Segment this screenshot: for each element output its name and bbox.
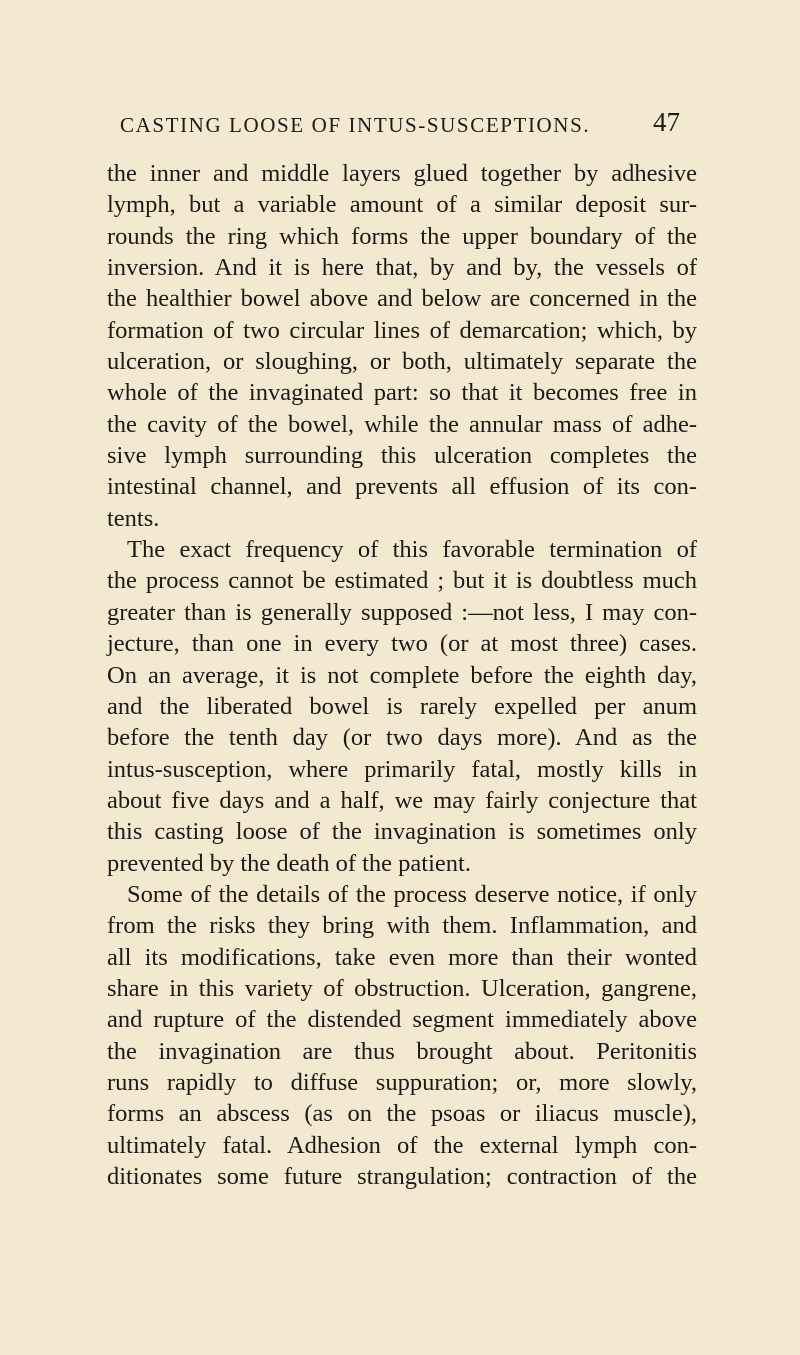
- text-line: share in this variety of obstruction. Ulceration, gangrene,: [107, 974, 697, 1002]
- text-line: forms an abscess (as on the psoas or iliacus muscle),: [107, 1100, 697, 1128]
- paragraph-start-line: Some of the details of the process deserve notice, if only: [127, 880, 697, 908]
- text-line: On an average, it is not complete before the eighth day,: [107, 661, 697, 689]
- text-line: whole of the invaginated part: so that it becomes free in: [107, 379, 697, 407]
- text-line: lymph, but a variable amount of a similar deposit sur-: [107, 191, 697, 219]
- text-line: the healthier bowel above and below are concerned in the: [107, 285, 697, 313]
- text-line: intestinal channel, and prevents all effusion of its con-: [107, 473, 697, 501]
- text-line: prevented by the death of the patient.: [107, 849, 471, 877]
- text-line: the inner and middle layers glued together by adhesive: [107, 160, 697, 187]
- text-line: greater than is generally supposed :—not less, I may con-: [107, 598, 697, 626]
- text-line: and the liberated bowel is rarely expelled per anum: [107, 692, 697, 720]
- text-line: ultimately fatal. Adhesion of the external lymph con-: [107, 1131, 697, 1159]
- running-title: CASTING LOOSE OF INTUS-SUSCEPTIONS.: [120, 113, 591, 137]
- running-head: [120, 107, 680, 141]
- text-line: ulceration, or sloughing, or both, ultimately separate the: [107, 348, 697, 376]
- body-text: [107, 158, 697, 1192]
- text-line: all its modifications, take even more than their wonted: [107, 943, 697, 971]
- text-line: and rupture of the distended segment immediately above: [107, 1006, 697, 1034]
- text-line: the process cannot be estimated ; but it is doubtless much: [107, 567, 697, 595]
- text-line: jecture, than one in every two (or at most three) cases.: [107, 630, 697, 658]
- text-line: rounds the ring which forms the upper boundary of the: [107, 222, 697, 250]
- text-line: from the risks they bring with them. Inflammation, and: [107, 912, 697, 940]
- text-line: about five days and a half, we may fairly conjecture that: [107, 786, 697, 814]
- text-line: before the tenth day (or two days more). And as the: [107, 724, 697, 752]
- paragraph-start-line: The exact frequency of this favorable termination of: [127, 536, 697, 564]
- text-line: runs rapidly to diffuse suppuration; or, more slowly,: [107, 1068, 697, 1096]
- text-line: the invagination are thus brought about. Peritonitis: [107, 1037, 697, 1065]
- text-line: ditionates some future strangulation; contraction of the: [107, 1163, 697, 1190]
- text-line: tents.: [107, 504, 160, 532]
- text-line: sive lymph surrounding this ulceration completes the: [107, 442, 697, 470]
- page-number: 47: [653, 107, 680, 137]
- text-line: intus-susception, where primarily fatal, mostly kills in: [107, 755, 697, 783]
- text-line: this casting loose of the invagination is sometimes only: [107, 818, 697, 846]
- text-line: formation of two circular lines of demarcation; which, by: [107, 316, 697, 344]
- text-line: the cavity of the bowel, while the annular mass of adhe-: [107, 410, 697, 438]
- text-line: inversion. And it is here that, by and by, the vessels of: [107, 254, 697, 282]
